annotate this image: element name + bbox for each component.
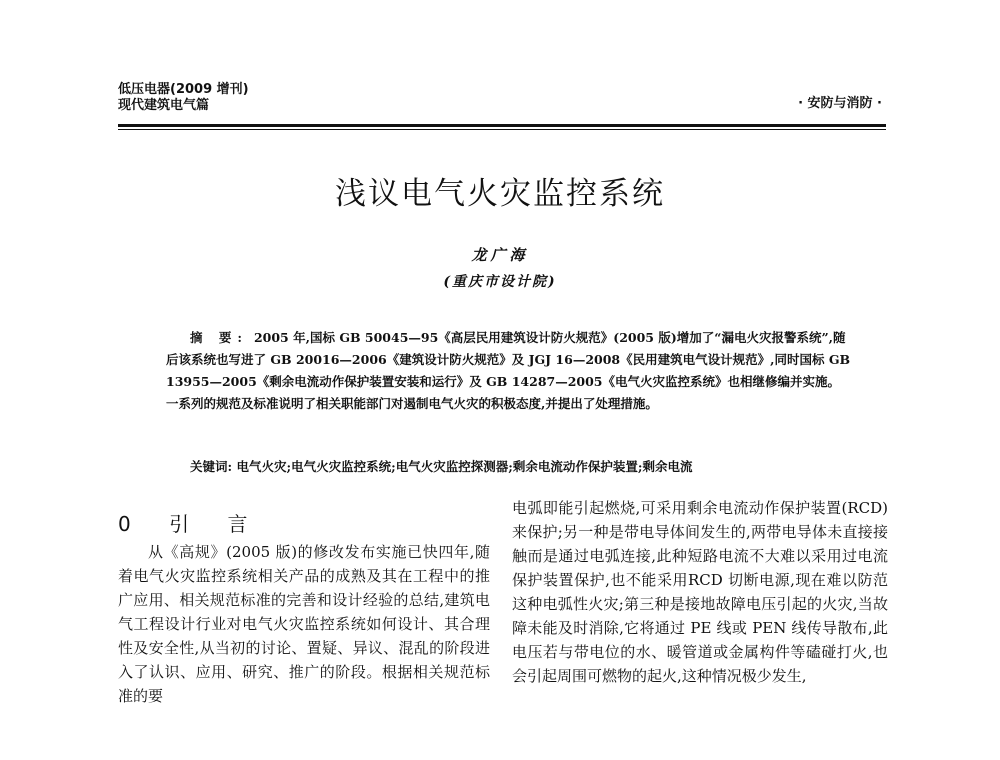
author-name: 龙广海 — [471, 246, 529, 264]
journal-name: 低压电器(2009 增刊) — [118, 82, 249, 97]
section-heading: 0 引 言 — [118, 512, 264, 536]
header-rule-thin — [118, 129, 886, 130]
abstract-text: 2005 年,国标 GB 50045—95《高层民用建筑设计防火规范》(2005 版)增加了“漏电火灾报警系统”,随后该系统也写进了 GB 20016—2006《建筑设计防火规范》及 JGJ 16—2008《民用建筑电气设计规范》,同时国标 GB 13955—2005《剩余电流动作保护装置安装和运行》及 GB 14287—2005《电气火灾监控系统》也相继修编并实施。一系列的规范及标准说明了相关职能部门对遏制电气火灾的积极态度,并提出了处理措施。 — [166, 330, 851, 411]
body-column-left — [118, 540, 490, 708]
abstract-label: 摘 要: — [190, 330, 248, 345]
keywords-label: 关键词: — [190, 459, 233, 474]
keywords-text: 电气火灾;电气火灾监控系统;电气火灾监控探测器;剩余电流动作保护装置;剩余电流 — [236, 459, 693, 474]
body-column-right — [512, 496, 888, 688]
author-affiliation: (重庆市设计院) — [443, 274, 557, 290]
article-title: 浅议电气火灾监控系统 — [335, 176, 665, 212]
journal-header — [118, 82, 249, 114]
abstract — [166, 327, 852, 415]
body-paragraph: 从《高规》(2005 版)的修改发布实施已快四年,随着电气火灾监控系统相关产品的成熟及其在工程中的推广应用、相关规范标准的完善和设计经验的总结,建筑电气工程设计行业对电气火灾监控系统如何设计、其合理性及安全性,从当初的讨论、置疑、异议、混乱的阶段进入了认识、应用、研究、推广的阶段。根据相关规范标准的要 — [118, 543, 490, 705]
keywords — [190, 457, 852, 475]
body-paragraph: 电弧即能引起燃烧,可采用剩余电流动作保护装置(RCD)来保护;另一种是带电导体间发生的,两带电导体未直接接触而是通过电弧连接,此种短路电流不大难以采用过电流保护装置保护,也不能采用RCD 切断电源,现在难以防范这种电弧性火灾;第三种是接地故障电压引起的火灾,当故障未能及时消除,它将通过 PE 线或 PEN 线传导散布,此电压若与带电位的水、暖管道或金属构件等磕碰打火,也会引起周围可燃物的起火,这种情况极少发生, — [512, 499, 888, 685]
header-rule-thick — [118, 124, 886, 127]
journal-subtitle: 现代建筑电气篇 — [118, 98, 210, 113]
section-label: · 安防与消防 · — [798, 96, 882, 111]
